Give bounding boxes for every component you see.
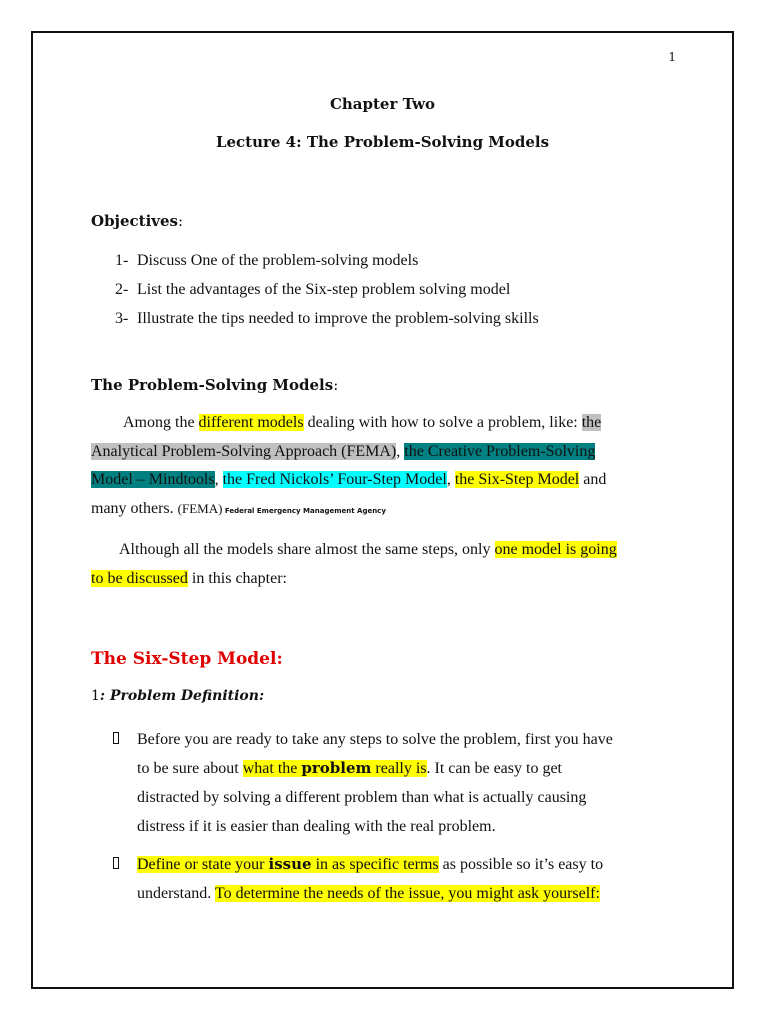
highlight-determine-needs: To determine the needs of the issue, you might ask yourself: xyxy=(214,885,600,902)
text-run: Although all the models share almost the same steps, only xyxy=(119,541,495,558)
highlight-four-step-model: the Fred Nickols’ Four-Step Model xyxy=(222,471,447,488)
highlight-to-be-discussed: to be discussed xyxy=(91,569,188,587)
bullet-item-2 xyxy=(113,850,693,908)
highlight-one-model: one model is going xyxy=(494,541,617,558)
paragraph-line: Before you are ready to take any steps to solve the problem, first you have xyxy=(137,731,613,748)
text-run: in as specific terms xyxy=(311,856,439,873)
text-run: to be sure about xyxy=(137,760,243,777)
page-number: 1 xyxy=(668,50,676,64)
bullet-icon xyxy=(113,732,119,744)
list-item-text: List the advantages of the Six-step problem solving model xyxy=(137,281,511,298)
paragraph-line xyxy=(91,466,671,495)
models-section-heading xyxy=(91,376,338,394)
models-section-heading-text: The Problem-Solving Models xyxy=(91,376,334,394)
text-run: Among the xyxy=(123,414,199,431)
list-item-number: 1- xyxy=(115,252,129,269)
list-item-text: Illustrate the tips needed to improve the problem-solving skills xyxy=(137,310,539,327)
lecture-title: Lecture 4: The Problem-Solving Models xyxy=(215,133,550,151)
text-run: . It can be easy to get xyxy=(426,760,562,777)
bold-problem: problem xyxy=(301,759,372,777)
objectives-heading-colon: : xyxy=(178,212,184,230)
subhead-number: 1 xyxy=(91,688,100,704)
text-run: many others. xyxy=(91,499,178,517)
text-run: as possible so it’s easy to xyxy=(438,856,604,873)
text-run: understand. xyxy=(137,885,215,902)
fema-abbrev: (FEMA) xyxy=(177,500,223,516)
highlight-define-issue xyxy=(137,856,439,873)
paragraph-line xyxy=(137,754,693,783)
chapter-title: Chapter Two xyxy=(329,95,436,113)
paragraph-line xyxy=(91,438,671,467)
text-run: Define or state your xyxy=(137,856,269,873)
objectives-heading-text: Objectives xyxy=(91,212,178,230)
paragraph-line xyxy=(137,879,693,908)
document-page xyxy=(31,31,734,989)
highlight-creative-model: the Creative Problem-Solving xyxy=(404,442,596,460)
text-run: really is xyxy=(371,760,427,777)
text-run: , xyxy=(446,471,455,488)
subhead-title: Problem Definition: xyxy=(109,688,265,704)
problem-definition-heading xyxy=(91,688,264,704)
models-section-heading-colon: : xyxy=(333,376,339,394)
paragraph-line: distracted by solving a different problem than what is actually causing xyxy=(137,789,587,806)
six-step-heading: The Six-Step Model: xyxy=(91,649,283,669)
paragraph-line xyxy=(91,565,671,594)
list-item xyxy=(115,280,539,309)
paragraph-line xyxy=(91,409,671,438)
highlight-six-step-model: the Six-Step Model xyxy=(454,471,580,488)
models-paragraph-2 xyxy=(91,536,671,593)
text-run: in this chapter: xyxy=(187,569,287,587)
highlight-mindtools: Model – Mindtools xyxy=(91,471,215,488)
subhead-colon: : xyxy=(99,688,110,704)
highlight-the: the xyxy=(581,414,602,431)
list-item-number: 3- xyxy=(115,310,129,327)
text-run: dealing with how to solve a problem, like: xyxy=(303,414,582,431)
objectives-list xyxy=(115,251,539,338)
list-item-number: 2- xyxy=(115,281,129,298)
paragraph-line xyxy=(91,495,671,526)
models-paragraph xyxy=(91,409,671,525)
paragraph-line xyxy=(91,536,671,565)
highlight-analytical-approach: Analytical Problem-Solving Approach (FEMA) xyxy=(91,442,397,460)
paragraph-line: distress if it is easier than dealing with the real problem. xyxy=(137,818,496,835)
text-run: , xyxy=(214,471,223,488)
text-run: what the xyxy=(242,760,302,777)
highlight-different-models: different models xyxy=(198,414,304,431)
paragraph-line xyxy=(137,850,693,879)
list-item xyxy=(115,309,539,338)
bullet-text xyxy=(137,850,693,908)
bullet-icon xyxy=(113,857,119,869)
text-run: and xyxy=(579,471,607,488)
bullet-item-1 xyxy=(113,725,693,841)
fema-footnote: Federal Emergency Management Agency xyxy=(222,506,386,515)
list-item-text: Discuss One of the problem-solving models xyxy=(137,252,419,269)
highlight-what-the-problem xyxy=(243,760,427,777)
list-item xyxy=(115,251,539,280)
bold-issue: issue xyxy=(268,855,312,873)
objectives-heading xyxy=(91,212,183,230)
text-run: , xyxy=(396,442,405,460)
bullet-text xyxy=(137,725,693,841)
